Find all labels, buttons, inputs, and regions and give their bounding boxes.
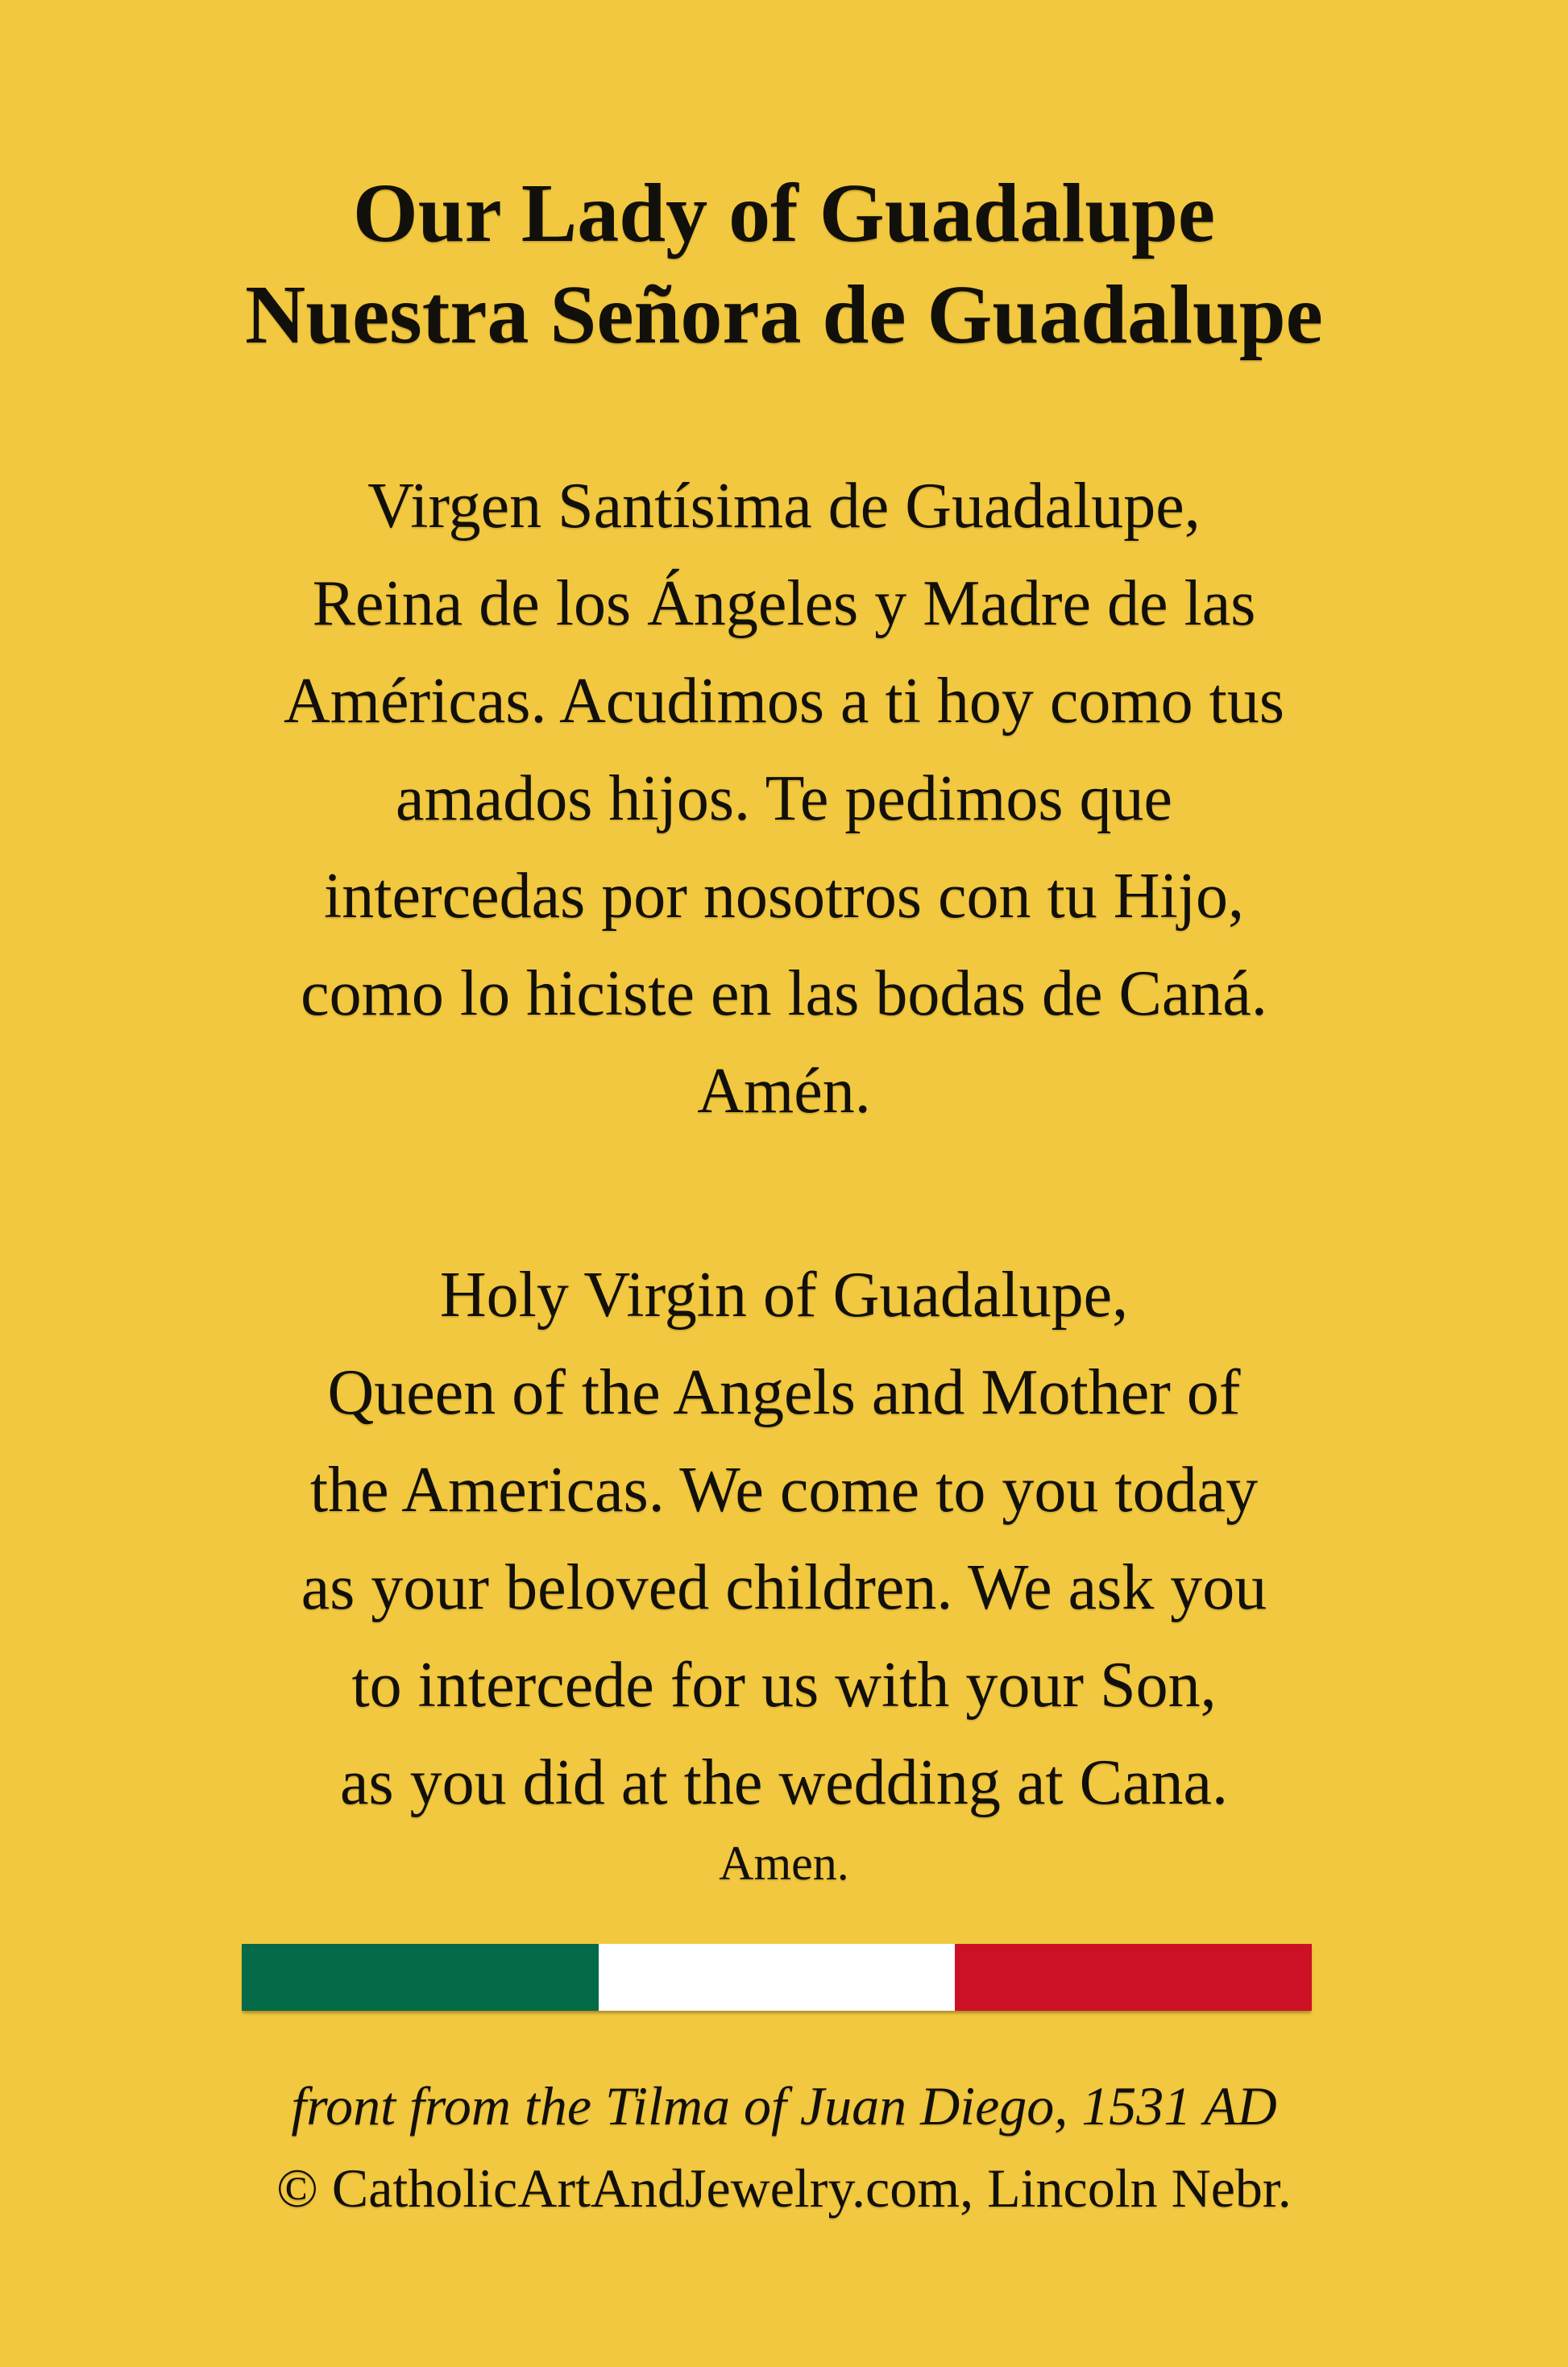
title-spanish: Nuestra Señora de Guadalupe: [245, 268, 1323, 361]
english-prayer-line: as you did at the wedding at Cana.: [340, 1747, 1228, 1818]
english-prayer: [0, 1247, 1568, 1832]
flag-green-stripe: [242, 1944, 599, 2011]
card-footer: [0, 2065, 1568, 2229]
english-prayer-amen: Amen.: [719, 1837, 849, 1890]
english-prayer-line: to intercede for us with your Son,: [351, 1650, 1217, 1721]
spanish-prayer-line: Américas. Acudimos a ti hoy como tus: [283, 666, 1285, 737]
mexican-flag-bar: [242, 1944, 1312, 2011]
spanish-prayer-line: intercedas por nosotros con tu Hijo,: [324, 861, 1244, 932]
footer-copyright-line: © CatholicArtAndJewelry.com, Lincoln Nebr.: [276, 2157, 1292, 2219]
spanish-prayer: [0, 458, 1568, 1140]
card-title: [0, 163, 1568, 366]
footer-credit-line: front from the Tilma of Juan Diego, 1531 AD: [291, 2075, 1277, 2137]
flag-red-stripe: [955, 1944, 1312, 2011]
english-prayer-line: Holy Virgin of Guadalupe,: [439, 1260, 1129, 1331]
english-prayer-line: as your beloved children. We ask you: [301, 1552, 1267, 1623]
spanish-prayer-line: Reina de los Ángeles y Madre de las: [312, 568, 1256, 639]
english-prayer-line: the Americas. We come to you today: [309, 1455, 1259, 1526]
spanish-prayer-line: Virgen Santísima de Guadalupe,: [367, 471, 1201, 542]
title-english: Our Lady of Guadalupe: [352, 167, 1216, 260]
spanish-prayer-amen: Amén.: [697, 1056, 871, 1127]
flag-white-stripe: [599, 1944, 956, 2011]
english-prayer-line: Queen of the Angels and Mother of: [327, 1357, 1241, 1428]
spanish-prayer-line: amados hijos. Te pedimos que: [396, 763, 1172, 834]
spanish-prayer-line: como lo hiciste en las bodas de Caná.: [301, 958, 1267, 1029]
